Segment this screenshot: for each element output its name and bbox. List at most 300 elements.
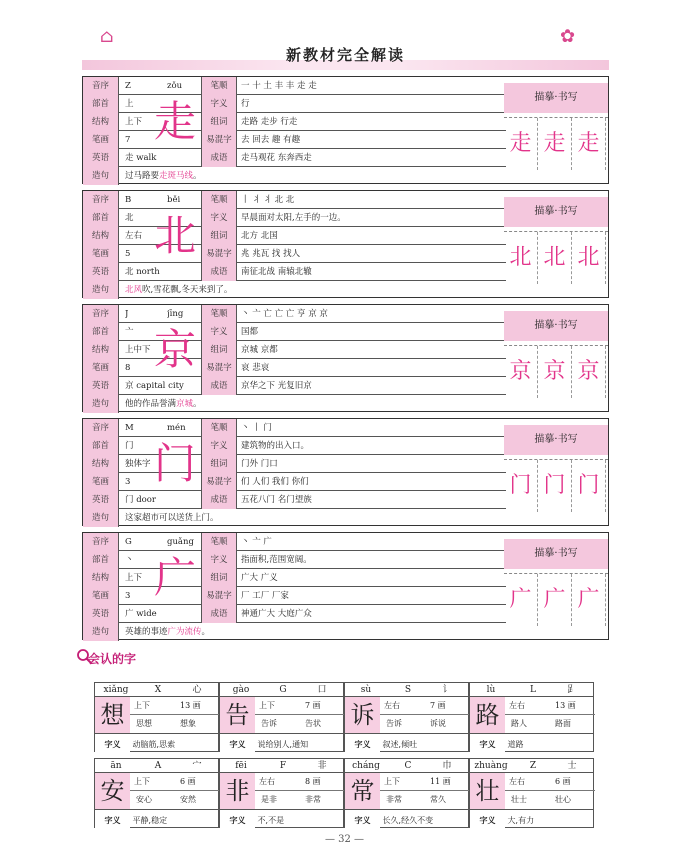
card-row bbox=[83, 77, 506, 95]
card-row bbox=[83, 191, 506, 209]
row-label: 易混字 bbox=[201, 245, 237, 263]
stroke-count: 6 画 bbox=[555, 777, 571, 786]
row-label: 笔画 bbox=[83, 359, 119, 377]
sentence-part: 。 bbox=[201, 627, 211, 637]
pinyin: lù bbox=[486, 685, 496, 695]
sentence-highlight: 京城 bbox=[176, 399, 194, 409]
practice-area bbox=[504, 345, 608, 397]
card-row bbox=[83, 605, 506, 623]
row-value: 7 bbox=[125, 135, 131, 145]
practice-header: 描摹·书写 bbox=[504, 83, 608, 113]
big-character: 广 bbox=[153, 553, 196, 602]
card-row bbox=[83, 149, 506, 167]
meaning-label: 字义 bbox=[345, 810, 380, 830]
row-value: 神通广大 大庭广众 bbox=[241, 609, 312, 619]
words-row bbox=[130, 715, 220, 733]
row-label: 笔画 bbox=[83, 473, 119, 491]
words-row bbox=[380, 791, 470, 809]
row-label: 音序 bbox=[83, 305, 119, 323]
word: 非常 bbox=[305, 795, 321, 804]
row-label: 成语 bbox=[201, 491, 237, 509]
card-row bbox=[83, 341, 506, 359]
bushou: 𧾷 bbox=[567, 685, 577, 695]
row-label: 字义 bbox=[201, 551, 237, 569]
row-label: 部首 bbox=[83, 323, 119, 341]
literacy-card bbox=[469, 682, 594, 752]
practice-char: 京 bbox=[504, 346, 538, 398]
pinyin: guǎng bbox=[167, 537, 194, 547]
card-row bbox=[83, 533, 506, 551]
stroke-count: 11 画 bbox=[430, 777, 451, 786]
row-value: 一 十 土 丰 丰 走 走 bbox=[241, 81, 317, 91]
bushou: 巾 bbox=[442, 761, 452, 771]
practice-char: 门 bbox=[504, 460, 538, 512]
card-row bbox=[83, 419, 506, 437]
practice-area bbox=[504, 459, 608, 511]
row-label: 结构 bbox=[83, 569, 119, 587]
row-label: 笔顺 bbox=[201, 419, 237, 437]
row-value: 丨 丬 丬 北 北 bbox=[241, 195, 295, 205]
sentence-part: 。 bbox=[193, 399, 202, 409]
literacy-card bbox=[344, 682, 469, 752]
row-label: 英语 bbox=[83, 377, 119, 395]
bushou: 宀 bbox=[192, 761, 202, 771]
row-label: 笔画 bbox=[83, 587, 119, 605]
literacy-top bbox=[345, 759, 468, 773]
literacy-top bbox=[220, 683, 343, 697]
row-label: 组词 bbox=[201, 341, 237, 359]
card-row bbox=[83, 569, 506, 587]
char-card bbox=[82, 304, 609, 412]
sentence-part: 。 bbox=[193, 171, 202, 181]
pinyin: cháng bbox=[352, 761, 380, 771]
row-value: 北 bbox=[125, 213, 134, 223]
row-value: 走路 走步 行走 bbox=[241, 117, 298, 127]
row-value: 5 bbox=[125, 249, 131, 259]
words-row bbox=[255, 791, 345, 809]
yinxu: X bbox=[154, 685, 162, 695]
sentence-part: 他的作品誉满 bbox=[125, 399, 177, 409]
stroke-count: 13 画 bbox=[555, 701, 576, 710]
structure-row bbox=[505, 697, 595, 715]
card-row bbox=[83, 473, 506, 491]
stroke-count: 7 画 bbox=[305, 701, 321, 710]
row-label: 音序 bbox=[83, 191, 119, 209]
practice-header: 描摹·书写 bbox=[504, 539, 608, 569]
bushou: 口 bbox=[317, 685, 327, 695]
row-value: 门 door bbox=[125, 495, 156, 505]
structure-row bbox=[255, 697, 345, 715]
practice-char: 广 bbox=[572, 574, 606, 626]
row-value: 建筑物的出入口。 bbox=[241, 441, 310, 451]
practice-char: 北 bbox=[538, 232, 572, 284]
yinxu: G bbox=[279, 685, 287, 695]
row-value: 国都 bbox=[241, 327, 259, 337]
meaning-label: 字义 bbox=[95, 734, 130, 754]
practice-header: 描摹·书写 bbox=[504, 425, 608, 455]
row-label: 字义 bbox=[201, 323, 237, 341]
yinxu: S bbox=[404, 685, 412, 695]
card-row bbox=[83, 455, 506, 473]
words-row bbox=[505, 715, 595, 733]
row-value: 3 bbox=[125, 591, 131, 601]
structure-row bbox=[505, 773, 595, 791]
literacy-character: 非 bbox=[220, 773, 255, 809]
row-value: 南征北战 南辕北辙 bbox=[241, 267, 312, 277]
structure: 上下 bbox=[134, 777, 150, 786]
row-label: 造句 bbox=[83, 395, 119, 413]
bushou: 非 bbox=[317, 761, 327, 771]
meaning-row bbox=[470, 733, 593, 753]
row-value: 京华之下 光复旧京 bbox=[241, 381, 312, 391]
row-value: 早晨面对太阳,左手的一边。 bbox=[241, 213, 346, 223]
yinxu: Z bbox=[529, 761, 537, 771]
card-row bbox=[83, 95, 506, 113]
practice-area bbox=[504, 573, 608, 625]
sentence-part: 吹,雪花飘,冬天来到了。 bbox=[142, 285, 233, 295]
literacy-card bbox=[94, 682, 219, 752]
practice-char: 京 bbox=[572, 346, 606, 398]
practice-header: 描摹·书写 bbox=[504, 197, 608, 227]
literacy-grid bbox=[94, 682, 594, 828]
char-card bbox=[82, 76, 609, 184]
row-value: 指面积,范围宽阔。 bbox=[241, 555, 312, 565]
practice-header: 描摹·书写 bbox=[504, 311, 608, 341]
literacy-character: 告 bbox=[220, 697, 255, 733]
row-value: 丶 亠 广 bbox=[241, 537, 272, 547]
header-title: 新教材完全解读 bbox=[285, 46, 405, 64]
row-label: 笔顺 bbox=[201, 305, 237, 323]
structure-row bbox=[380, 697, 470, 715]
row-label: 成语 bbox=[201, 263, 237, 281]
card-row bbox=[83, 359, 506, 377]
meaning-text: 叙述,倾吐 bbox=[382, 740, 418, 749]
row-label: 笔画 bbox=[83, 245, 119, 263]
stroke-count: 7 画 bbox=[430, 701, 446, 710]
literacy-top bbox=[220, 759, 343, 773]
char-card bbox=[82, 190, 609, 298]
row-value: 上下 bbox=[125, 573, 143, 583]
row-value: 左右 bbox=[125, 231, 143, 241]
card-row bbox=[83, 131, 506, 149]
practice-char: 广 bbox=[504, 574, 538, 626]
row-label: 部首 bbox=[83, 437, 119, 455]
structure-row bbox=[130, 697, 220, 715]
word: 常久 bbox=[430, 795, 446, 804]
literacy-card bbox=[219, 758, 344, 828]
big-character: 京 bbox=[153, 325, 196, 374]
word: 告诉 bbox=[261, 719, 277, 728]
row-label: 组词 bbox=[201, 227, 237, 245]
word: 诉说 bbox=[430, 719, 446, 728]
row-label: 笔顺 bbox=[201, 191, 237, 209]
practice-char: 走 bbox=[504, 118, 538, 170]
row-label: 易混字 bbox=[201, 587, 237, 605]
pinyin: fēi bbox=[235, 761, 247, 771]
sentence-highlight: 广为流传 bbox=[167, 627, 202, 637]
row-label: 组词 bbox=[201, 113, 237, 131]
literacy-character: 路 bbox=[470, 697, 505, 733]
word: 安然 bbox=[180, 795, 196, 804]
row-value: 门 bbox=[125, 441, 134, 451]
card-row bbox=[83, 437, 506, 455]
practice-char: 北 bbox=[504, 232, 538, 284]
char-card bbox=[82, 418, 609, 526]
practice-char: 北 bbox=[572, 232, 606, 284]
stroke-count: 8 画 bbox=[305, 777, 321, 786]
practice-area bbox=[504, 117, 608, 169]
literacy-top bbox=[95, 759, 218, 773]
row-value: 厂 工厂 厂家 bbox=[241, 591, 289, 601]
sentence-part: 英雄的事迹 bbox=[125, 627, 168, 637]
yinxu: L bbox=[530, 685, 536, 695]
meaning-row bbox=[95, 733, 218, 753]
row-value: 8 bbox=[125, 363, 131, 373]
row-label: 英语 bbox=[83, 263, 119, 281]
pinyin: mén bbox=[167, 423, 186, 433]
pinyin: xiǎng bbox=[103, 685, 129, 695]
literacy-top bbox=[95, 683, 218, 697]
row-value: 们 人们 我们 你们 bbox=[241, 477, 309, 487]
row-label: 组词 bbox=[201, 455, 237, 473]
row-value: 丶 亠 亡 亡 亡 亨 京 京 bbox=[241, 309, 328, 319]
row-label: 造句 bbox=[83, 623, 119, 641]
card-row bbox=[83, 323, 506, 341]
row-label: 结构 bbox=[83, 227, 119, 245]
practice-area bbox=[504, 231, 608, 283]
meaning-label: 字义 bbox=[470, 734, 505, 754]
practice-char: 京 bbox=[538, 346, 572, 398]
bushou: 士 bbox=[567, 761, 577, 771]
meaning-text: 说给别人,通知 bbox=[257, 740, 309, 749]
row-label: 成语 bbox=[201, 377, 237, 395]
practice-char: 走 bbox=[538, 118, 572, 170]
meaning-text: 大,有力 bbox=[507, 816, 535, 825]
structure: 左右 bbox=[384, 701, 400, 710]
structure: 左右 bbox=[509, 777, 525, 786]
word: 非常 bbox=[386, 795, 402, 804]
row-value: 京 capital city bbox=[125, 381, 184, 391]
practice-char: 广 bbox=[538, 574, 572, 626]
row-label: 易混字 bbox=[201, 131, 237, 149]
page-number: — 32 — bbox=[324, 834, 365, 845]
meaning-row bbox=[220, 733, 343, 753]
row-value: 走马观花 东奔西走 bbox=[241, 153, 312, 163]
card-row bbox=[83, 305, 506, 323]
row-value: 上下 bbox=[125, 117, 143, 127]
meaning-text: 不,不是 bbox=[257, 816, 285, 825]
practice-char: 门 bbox=[572, 460, 606, 512]
literacy-top bbox=[470, 683, 593, 697]
big-character: 门 bbox=[153, 439, 196, 488]
structure-row bbox=[130, 773, 220, 791]
meaning-label: 字义 bbox=[220, 810, 255, 830]
row-label: 英语 bbox=[83, 605, 119, 623]
literacy-character: 壮 bbox=[470, 773, 505, 809]
row-value: 丶 丨 门 bbox=[241, 423, 272, 433]
word: 安心 bbox=[136, 795, 152, 804]
stroke-count: 6 画 bbox=[180, 777, 196, 786]
words-row bbox=[255, 715, 345, 733]
row-value: 走 walk bbox=[125, 153, 157, 163]
row-label: 造句 bbox=[83, 281, 119, 299]
flower-decoration-icon: ✿ bbox=[560, 26, 576, 47]
meaning-text: 道路 bbox=[507, 740, 524, 749]
row-label: 部首 bbox=[83, 209, 119, 227]
row-value: B bbox=[125, 195, 132, 205]
row-value: J bbox=[125, 309, 129, 319]
meaning-row bbox=[95, 809, 218, 829]
card-row bbox=[83, 551, 506, 569]
row-label: 成语 bbox=[201, 605, 237, 623]
literacy-character: 诉 bbox=[345, 697, 380, 733]
card-row bbox=[83, 263, 506, 281]
word: 壮心 bbox=[555, 795, 571, 804]
row-value: 上 bbox=[125, 99, 134, 109]
meaning-text: 长久,经久不变 bbox=[382, 816, 434, 825]
literacy-card bbox=[94, 758, 219, 828]
card-row bbox=[83, 587, 506, 605]
row-value: 3 bbox=[125, 477, 131, 487]
row-value: Z bbox=[125, 81, 131, 91]
row-label: 英语 bbox=[83, 149, 119, 167]
structure: 上下 bbox=[134, 701, 150, 710]
card-row bbox=[83, 377, 506, 395]
big-character: 北 bbox=[153, 211, 196, 260]
structure-row bbox=[380, 773, 470, 791]
row-label: 造句 bbox=[83, 167, 119, 185]
word: 路人 bbox=[511, 719, 527, 728]
literacy-card bbox=[219, 682, 344, 752]
row-label: 易混字 bbox=[201, 359, 237, 377]
meaning-label: 字义 bbox=[470, 810, 505, 830]
row-label: 笔顺 bbox=[201, 533, 237, 551]
practice-char: 门 bbox=[538, 460, 572, 512]
word: 壮士 bbox=[511, 795, 527, 804]
row-label: 部首 bbox=[83, 95, 119, 113]
row-value: 北 north bbox=[125, 267, 160, 277]
row-value: 哀 悲哀 bbox=[241, 363, 270, 373]
row-label: 结构 bbox=[83, 455, 119, 473]
card-row bbox=[83, 491, 506, 509]
row-value: 北方 北国 bbox=[241, 231, 278, 241]
meaning-text: 平静,稳定 bbox=[132, 816, 168, 825]
page-header bbox=[82, 36, 609, 70]
pinyin: gào bbox=[232, 685, 250, 695]
row-value: 广大 广义 bbox=[241, 573, 278, 583]
sentence-highlight: 北风 bbox=[125, 285, 143, 295]
row-label: 音序 bbox=[83, 533, 119, 551]
word: 思想 bbox=[136, 719, 152, 728]
sentence-part: 过马路要 bbox=[125, 171, 160, 181]
literacy-character: 常 bbox=[345, 773, 380, 809]
row-label: 造句 bbox=[83, 509, 119, 527]
row-label: 部首 bbox=[83, 551, 119, 569]
structure: 上下 bbox=[259, 701, 275, 710]
meaning-label: 字义 bbox=[345, 734, 380, 754]
meaning-label: 字义 bbox=[220, 734, 255, 754]
row-value: 独体字 bbox=[125, 459, 151, 469]
structure-row bbox=[255, 773, 345, 791]
row-value: 丶 bbox=[125, 555, 134, 565]
words-row bbox=[505, 791, 595, 809]
row-label: 音序 bbox=[83, 77, 119, 95]
literacy-card bbox=[469, 758, 594, 828]
row-label: 音序 bbox=[83, 419, 119, 437]
row-label: 字义 bbox=[201, 209, 237, 227]
row-label: 字义 bbox=[201, 95, 237, 113]
row-value: 广 wide bbox=[125, 609, 157, 619]
yinxu: F bbox=[279, 761, 287, 771]
sentence-part: 这家超市可以送货上门。 bbox=[125, 513, 219, 523]
word: 告状 bbox=[305, 719, 321, 728]
word: 想象 bbox=[180, 719, 196, 728]
word: 告诉 bbox=[386, 719, 402, 728]
word: 路面 bbox=[555, 719, 571, 728]
structure: 左右 bbox=[509, 701, 525, 710]
card-row bbox=[83, 209, 506, 227]
row-label: 结构 bbox=[83, 113, 119, 131]
row-label: 易混字 bbox=[201, 473, 237, 491]
char-card bbox=[82, 532, 609, 640]
literacy-card bbox=[344, 758, 469, 828]
literacy-top bbox=[345, 683, 468, 697]
section-title: 会认的字 bbox=[88, 652, 137, 666]
meaning-row bbox=[345, 809, 468, 829]
literacy-top bbox=[470, 759, 593, 773]
card-row bbox=[83, 113, 506, 131]
pinyin: zhuàng bbox=[474, 761, 508, 771]
big-character: 走 bbox=[153, 97, 196, 146]
row-label: 笔顺 bbox=[201, 77, 237, 95]
sentence-highlight: 走斑马线 bbox=[159, 171, 194, 181]
pinyin: zǒu bbox=[167, 81, 183, 91]
card-row bbox=[83, 245, 506, 263]
meaning-label: 字义 bbox=[95, 810, 130, 830]
row-label: 字义 bbox=[201, 437, 237, 455]
row-value: 行 bbox=[241, 99, 250, 109]
house-decoration-icon: ⌂ bbox=[100, 26, 114, 47]
card-row bbox=[83, 227, 506, 245]
words-row bbox=[130, 791, 220, 809]
pinyin: sù bbox=[360, 685, 372, 695]
meaning-text: 动脑筋,思索 bbox=[132, 740, 176, 749]
row-value: G bbox=[125, 537, 132, 547]
pinyin: ān bbox=[110, 761, 122, 771]
row-label: 结构 bbox=[83, 341, 119, 359]
row-value: 京城 京都 bbox=[241, 345, 278, 355]
meaning-row bbox=[470, 809, 593, 829]
row-value: 亠 bbox=[125, 327, 134, 337]
literacy-character: 安 bbox=[95, 773, 130, 809]
practice-char: 走 bbox=[572, 118, 606, 170]
stroke-count: 13 画 bbox=[180, 701, 201, 710]
bushou: 讠 bbox=[442, 685, 452, 695]
meaning-row bbox=[345, 733, 468, 753]
yinxu: A bbox=[154, 761, 162, 771]
structure: 上下 bbox=[384, 777, 400, 786]
row-value: M bbox=[125, 423, 134, 433]
bushou: 心 bbox=[192, 685, 202, 695]
row-value: 上中下 bbox=[125, 345, 151, 355]
row-value: 门外 门口 bbox=[241, 459, 278, 469]
row-value: 五花八门 名门望族 bbox=[241, 495, 312, 505]
yinxu: C bbox=[404, 761, 412, 771]
row-label: 英语 bbox=[83, 491, 119, 509]
structure: 左右 bbox=[259, 777, 275, 786]
row-label: 成语 bbox=[201, 149, 237, 167]
row-label: 组词 bbox=[201, 569, 237, 587]
